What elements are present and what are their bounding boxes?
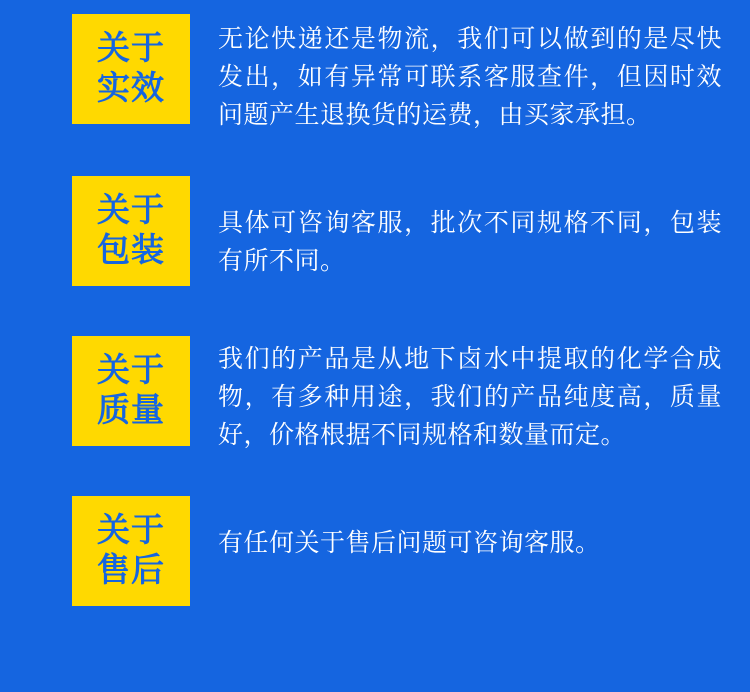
faq-answer-shixiao: 无论快递还是物流，我们可以做到的是尽快发出，如有异常可联系客服查件，但因时效问题产生退换货的运费，由买家承担。 (218, 25, 722, 129)
faq-badge-line2: 质量 (97, 391, 165, 428)
faq-badge-line2: 包装 (97, 231, 165, 268)
faq-answer-shouhou: 有任何关于售后问题可咨询客服。 (218, 529, 601, 557)
faq-badge-line1: 关于 (97, 511, 165, 548)
faq-item (0, 336, 750, 454)
faq-item (0, 176, 750, 286)
faq-badge-line1: 关于 (97, 351, 165, 388)
faq-badge-line2: 售后 (97, 551, 165, 588)
faq-badge-line1: 关于 (97, 191, 165, 228)
faq-badge-zhiliang (72, 336, 190, 446)
faq-answer-baozhuang: 具体可咨询客服，批次不同规格不同，包装有所不同。 (218, 209, 722, 275)
faq-badge-shouhou (72, 496, 190, 606)
faq-badge-line2: 实效 (97, 69, 165, 106)
faq-badge-line1: 关于 (97, 29, 165, 66)
faq-badge-shixiao (72, 14, 190, 124)
faq-item (0, 496, 750, 606)
faq-answer-zhiliang: 我们的产品是从地下卤水中提取的化学合成物，有多种用途，我们的产品纯度高，质量好，价格根据不同规格和数量而定。 (218, 345, 722, 449)
faq-item (0, 14, 750, 134)
faq-badge-baozhuang (72, 176, 190, 286)
